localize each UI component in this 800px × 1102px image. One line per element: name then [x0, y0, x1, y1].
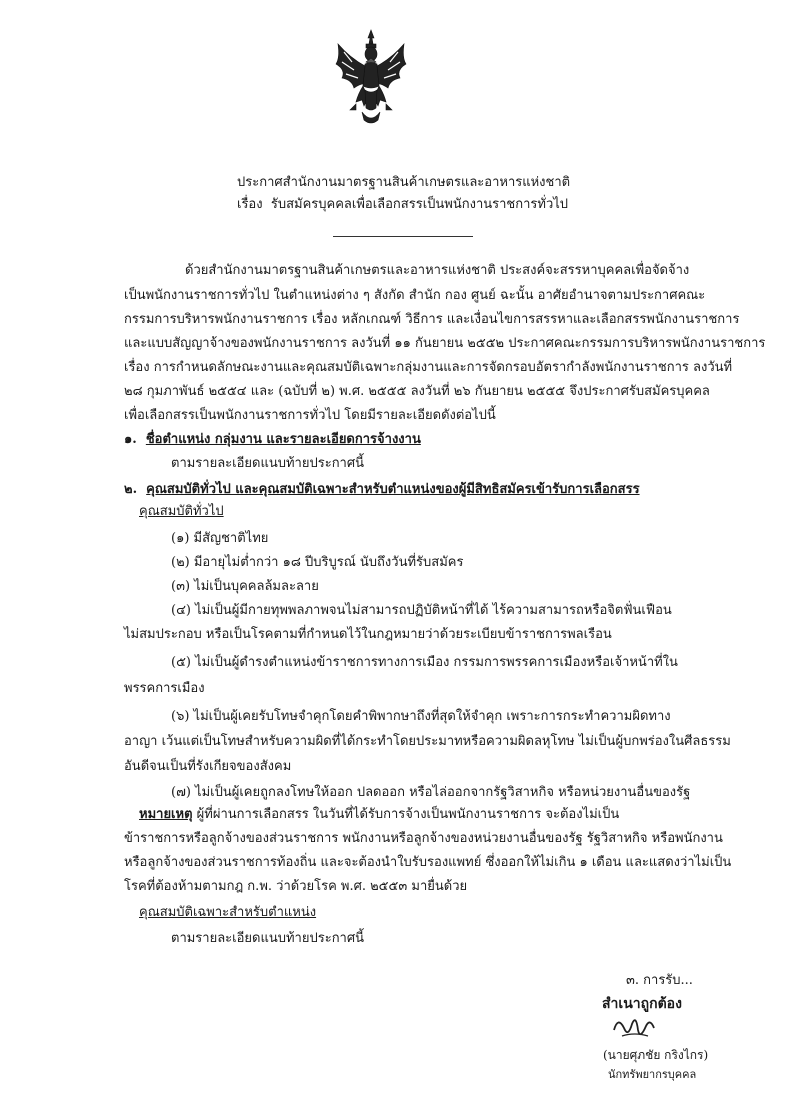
- note-line: โรคที่ต้องห้ามตามกฎ ก.พ. ว่าด้วยโรค พ.ศ. ๒๕๕๓ มายื่นด้วย: [124, 879, 468, 894]
- qualification-item: พรรคการเมือง: [124, 681, 205, 696]
- qualification-item: (๔) ไม่เป็นผู้มีกายทุพพลภาพจนไม่สามารถปฏิบัติหน้าที่ได้ ไร้ความสามารถหรือจิตฟั่นเฟือน: [171, 603, 672, 618]
- intro-line: เพื่อเลือกสรรเป็นพนักงานราชการทั่วไป โดยมีรายละเอียดดังต่อไปนี้: [124, 408, 496, 423]
- intro-line: และแบบสัญญาจ้างของพนักงานราชการ ลงวันที่ ๑๑ กันยายน ๒๕๕๒ ประกาศคณะกรรมการบริหารพนักงานราชการ: [124, 336, 766, 351]
- note-line: ข้าราชการหรือลูกจ้างของส่วนราชการ พนักงานหรือลูกจ้างของหน่วยงานอื่นของรัฐ รัฐวิสาหกิจ หรือพนักงาน: [124, 831, 723, 846]
- continued-marker: ๓. การรับ...: [626, 973, 693, 988]
- qualification-item: ไม่สมประกอบ หรือเป็นโรคตามที่กำหนดไว้ในกฎหมายว่าด้วยระเบียบข้าราชการพลเรือน: [124, 627, 612, 642]
- section-2-heading: [124, 481, 640, 499]
- qualification-item: (๓) ไม่เป็นบุคคลล้มละลาย: [171, 579, 319, 594]
- note-label: หมายเหตุ: [139, 807, 193, 822]
- section-1-heading: [124, 431, 421, 449]
- header-divider: [333, 236, 473, 237]
- note-line: [139, 806, 619, 824]
- specific-qualifications-heading: คุณสมบัติเฉพาะสำหรับตำแหน่ง: [139, 905, 317, 920]
- subject-line: [237, 196, 568, 214]
- qualification-item: (๑) มีสัญชาติไทย: [171, 531, 269, 546]
- qualification-item: อาญา เว้นแต่เป็นโทษสำหรับความผิดที่ได้กระทำโดยประมาทหรือความผิดลหุโทษ ไม่เป็นผู้บกพร่องในศีลธรรม: [124, 734, 731, 749]
- intro-line: เป็นพนักงานราชการทั่วไป ในตำแหน่งต่าง ๆ สังกัด สำนัก กอง ศูนย์ ฉะนั้น อาศัยอำนาจตามประกาศคณะ: [124, 288, 706, 303]
- announcement-title: ประกาศสำนักงานมาตรฐานสินค้าเกษตรและอาหารแห่งชาติ: [237, 175, 571, 190]
- qualification-item: (๖) ไม่เป็นผู้เคยรับโทษจำคุกโดยคำพิพากษาถึงที่สุดให้จำคุก เพราะการกระทำความผิดทาง: [171, 709, 671, 724]
- note-line: หรือลูกจ้างของส่วนราชการท้องถิ่น และจะต้องนำใบรับรองแพทย์ ซึ่งออกให้ไม่เกิน ๑ เดือน และแสดงว่าไม่เป็น: [124, 855, 732, 870]
- section-2-number: ๒.: [124, 482, 138, 497]
- signer-title: นักทรัพยากรบุคคล: [608, 1068, 697, 1081]
- specific-qualifications-body: ตามรายละเอียดแนบท้ายประกาศนี้: [171, 931, 365, 946]
- general-qualifications-heading: คุณสมบัติทั่วไป: [139, 504, 224, 519]
- qualification-item: (๕) ไม่เป็นผู้ดำรงตำแหน่งข้าราชการทางการเมือง กรรมการพรรคการเมืองหรือเจ้าหน้าที่ใน: [171, 655, 678, 670]
- intro-line: ๒๘ กุมภาพันธ์ ๒๕๕๔ และ (ฉบับที่ ๒) พ.ศ. ๒๕๕๕ ลงวันที่ ๒๖ กันยายน ๒๕๕๕ จึงประกาศรับสมัครบุคคล: [124, 384, 710, 399]
- signature-icon: [608, 1010, 658, 1044]
- section-2-title: คุณสมบัติทั่วไป และคุณสมบัติเฉพาะสำหรับตำแหน่งของผู้มีสิทธิสมัครเข้ารับการเลือกสรร: [146, 482, 640, 497]
- note-text: ผู้ที่ผ่านการเลือกสรร ในวันที่ได้รับการจ้างเป็นพนักงานราชการ จะต้องไม่เป็น: [196, 807, 620, 822]
- subject-text: รับสมัครบุคคลเพื่อเลือกสรรเป็นพนักงานราชการทั่วไป: [270, 197, 569, 212]
- certified-copy-label: สำเนาถูกต้อง: [602, 996, 682, 1012]
- signer-name: (นายศุภชัย กริงไกร): [603, 1048, 709, 1062]
- qualification-item: (๗) ไม่เป็นผู้เคยถูกลงโทษให้ออก ปลดออก หรือไล่ออกจากรัฐวิสาหกิจ หรือหน่วยงานอื่นของรัฐ: [171, 785, 691, 800]
- section-1-title: ชื่อตำแหน่ง กลุ่มงาน และรายละเอียดการจ้างงาน: [145, 432, 421, 447]
- intro-line: กรรมการบริหารพนักงานราชการ เรื่อง หลักเกณฑ์ วิธีการ และเงื่อนไขการสรรหาและเลือกสรรพนักงานราชการ: [124, 312, 740, 327]
- intro-line: เรื่อง การกำหนดลักษณะงานและคุณสมบัติเฉพาะกลุ่มงานและการจัดกรอบอัตรากำลังพนักงานราชการ ลงวันที่: [124, 360, 733, 375]
- subject-label: เรื่อง: [237, 197, 263, 212]
- qualification-item: อันดีจนเป็นที่รังเกียจของสังคม: [124, 759, 292, 774]
- qualification-item: (๒) มีอายุไม่ต่ำกว่า ๑๘ ปีบริบูรณ์ นับถึงวันที่รับสมัคร: [171, 555, 464, 570]
- section-1-body: ตามรายละเอียดแนบท้ายประกาศนี้: [171, 456, 365, 471]
- garuda-emblem-icon: [332, 28, 410, 126]
- intro-line: ด้วยสำนักงานมาตรฐานสินค้าเกษตรและอาหารแห่งชาติ ประสงค์จะสรรหาบุคคลเพื่อจัดจ้าง: [185, 263, 690, 278]
- section-1-number: ๑.: [124, 432, 137, 447]
